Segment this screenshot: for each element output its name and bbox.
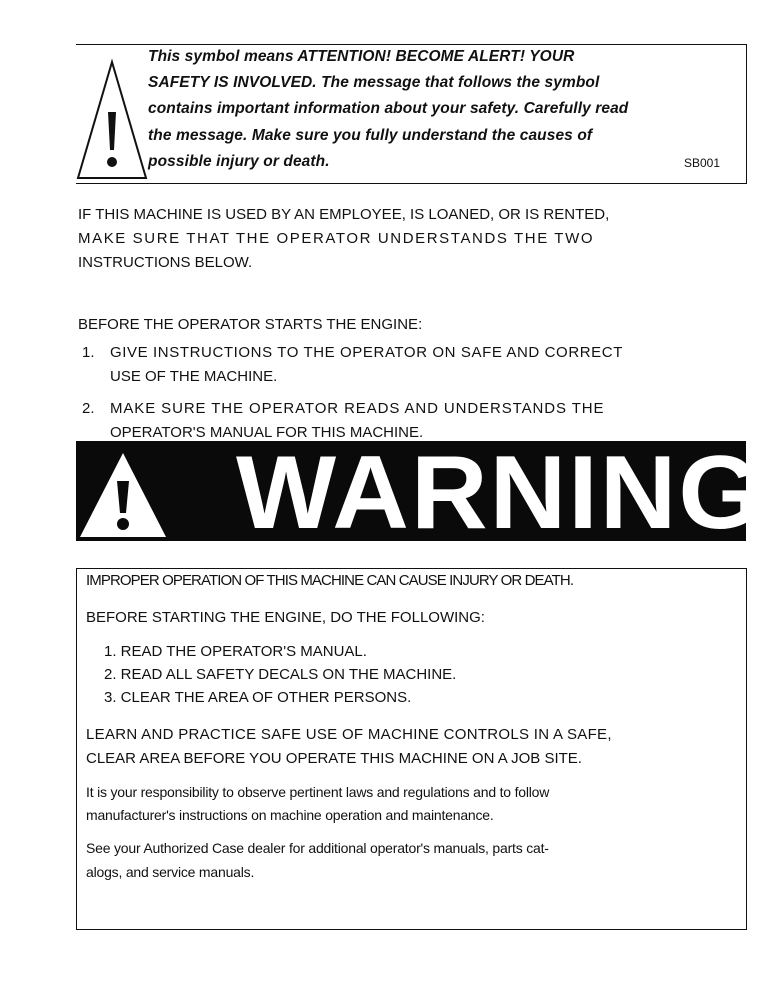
responsibility-line: It is your responsibility to observe pertinent laws and regulations and to follow	[86, 784, 550, 800]
safety-code: SB001	[684, 156, 721, 170]
warning-banner	[76, 435, 763, 551]
dealer-line: See your Authorized Case dealer for additional operator's manuals, parts cat-	[86, 840, 549, 856]
item-number: 2.	[82, 400, 95, 417]
learn-line: CLEAR AREA BEFORE YOU OPERATE THIS MACHINE ON A JOB SITE.	[86, 750, 582, 767]
before-heading: BEFORE THE OPERATOR STARTS THE ENGINE:	[78, 316, 423, 333]
item-text: GIVE INSTRUCTIONS TO THE OPERATOR ON SAFE AND CORRECT	[110, 344, 623, 361]
safety-text-line: the message. Make sure you fully understand the causes of	[148, 127, 593, 144]
item-text: USE OF THE MACHINE.	[110, 368, 278, 385]
intro-line: IF THIS MACHINE IS USED BY AN EMPLOYEE, IS LOANED, OR IS RENTED,	[78, 206, 610, 223]
before-starting: BEFORE STARTING THE ENGINE, DO THE FOLLOWING:	[86, 609, 485, 626]
safety-text-line: This symbol means ATTENTION! BECOME ALERT! YOUR	[148, 48, 575, 65]
warning-headline: IMPROPER OPERATION OF THIS MACHINE CAN CAUSE INJURY OR DEATH.	[86, 572, 574, 589]
safety-text-line: SAFETY IS INVOLVED. The message that follows the symbol	[148, 74, 600, 91]
step: 2. READ ALL SAFETY DECALS ON THE MACHINE.	[104, 666, 457, 683]
item-number: 1.	[82, 344, 95, 361]
item-text: OPERATOR'S MANUAL FOR THIS MACHINE.	[110, 424, 424, 441]
step: 3. CLEAR THE AREA OF OTHER PERSONS.	[104, 689, 412, 706]
safety-text-line: possible injury or death.	[148, 153, 330, 170]
learn-line: LEARN AND PRACTICE SAFE USE OF MACHINE CONTROLS IN A SAFE,	[86, 726, 612, 743]
warning-triangle-icon	[78, 451, 168, 539]
warning-label: WARNING	[236, 435, 763, 551]
responsibility-line: manufacturer's instructions on machine operation and maintenance.	[86, 807, 494, 823]
intro-line: MAKE SURE THAT THE OPERATOR UNDERSTANDS THE TWO	[78, 230, 595, 247]
safety-text-line: contains important information about your safety. Carefully read	[148, 100, 629, 117]
dealer-line: alogs, and service manuals.	[86, 864, 255, 880]
item-text: MAKE SURE THE OPERATOR READS AND UNDERSTANDS THE	[110, 400, 605, 417]
safety-alert-triangle-icon	[76, 50, 148, 180]
step: 1. READ THE OPERATOR'S MANUAL.	[104, 643, 367, 660]
intro-line: INSTRUCTIONS BELOW.	[78, 254, 253, 271]
